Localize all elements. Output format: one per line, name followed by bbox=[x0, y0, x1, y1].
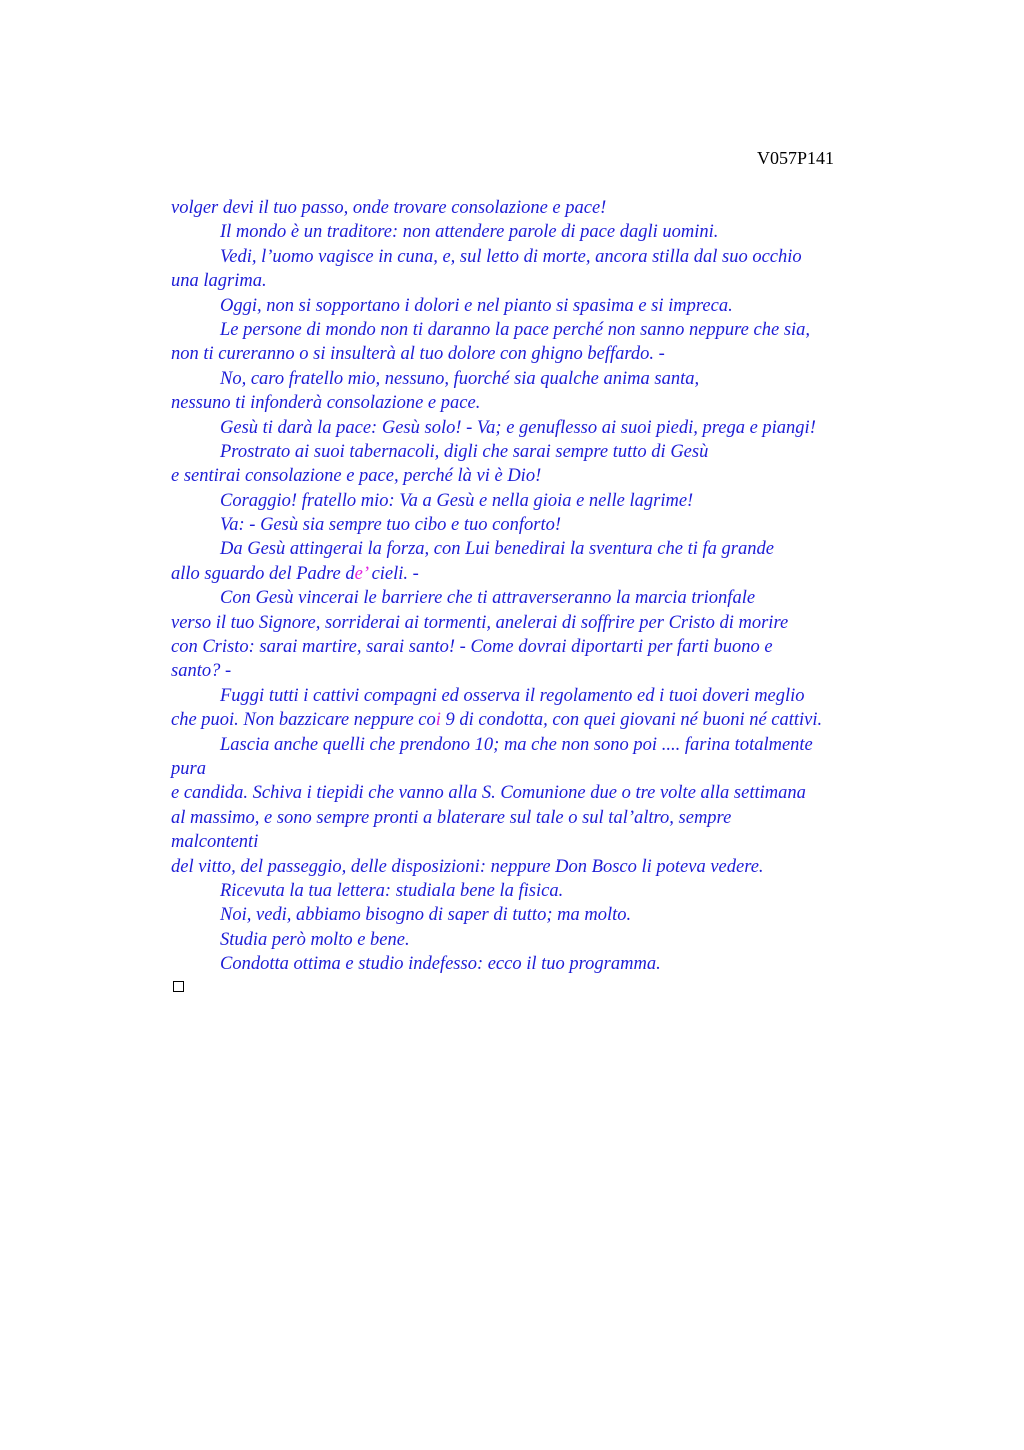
text-line: volger devi il tuo passo, onde trovare consolazione e pace! bbox=[171, 198, 607, 218]
text-line-with-highlight bbox=[171, 708, 911, 732]
text-line: Il mondo è un traditore: non attendere parole di pace dagli uomini. bbox=[220, 222, 719, 243]
text-line: pura bbox=[171, 758, 206, 779]
end-of-text-square-icon bbox=[173, 981, 184, 992]
text-segment: allo sguardo del Padre d bbox=[171, 563, 355, 584]
text-line: Con Gesù vincerai le barriere che ti attraverseranno la marcia trionfale bbox=[220, 588, 756, 609]
letter-text bbox=[171, 196, 911, 977]
text-line: con Cristo: sarai martire, sarai santo! - Come dovrai diportarti per farti buono e bbox=[171, 637, 773, 658]
highlighted-correction: e’ bbox=[354, 563, 367, 584]
text-line: No, caro fratello mio, nessuno, fuorché sia qualche anima santa, bbox=[220, 368, 700, 389]
text-line: al massimo, e sono sempre pronti a blaterare sul tale o sul tal’altro, sempre bbox=[171, 807, 732, 828]
text-line: Ricevuta la tua lettera: studiala bene la fisica. bbox=[220, 880, 564, 901]
text-line: Da Gesù attingerai la forza, con Lui benedirai la sventura che ti fa grande bbox=[220, 539, 774, 560]
text-line: Noi, vedi, abbiamo bisogno di saper di tutto; ma molto. bbox=[220, 905, 632, 926]
text-line: Coraggio! fratello mio: Va a Gesù e nella gioia e nelle lagrime! bbox=[220, 490, 694, 511]
text-line: Fuggi tutti i cattivi compagni ed osserva il regolamento ed i tuoi doveri meglio bbox=[220, 685, 805, 706]
text-line: verso il tuo Signore, sorriderai ai tormenti, anelerai di soffrire per Cristo di morire bbox=[171, 612, 789, 633]
page-identifier: V057P141 bbox=[757, 148, 835, 168]
text-line: Va: - Gesù sia sempre tuo cibo e tuo conforto! bbox=[220, 515, 561, 536]
highlighted-correction: i bbox=[435, 710, 441, 731]
text-line: una lagrima. bbox=[171, 271, 267, 292]
text-line: e candida. Schiva i tiepidi che vanno alla S. Comunione due o tre volte alla settimana bbox=[171, 783, 806, 804]
text-line: Studia però molto e bene. bbox=[220, 929, 410, 950]
text-line: Vedi, l’uomo vagisce in cuna, e, sul letto di morte, ancora stilla dal suo occhio bbox=[220, 246, 802, 267]
text-line: Condotta ottima e studio indefesso: ecco il tuo programma. bbox=[220, 954, 661, 975]
text-line-with-highlight bbox=[171, 562, 911, 586]
text-line: Gesù ti darà la pace: Gesù solo! - Va; e genuflesso ai suoi piedi, prega e piangi! bbox=[220, 417, 816, 438]
text-line: Le persone di mondo non ti daranno la pace perché non sanno neppure che sia, bbox=[220, 319, 811, 340]
text-line: Prostrato ai suoi tabernacoli, digli che sarai sempre tutto di Gesù bbox=[220, 441, 709, 462]
text-segment: che puoi. Non bazzicare neppure co bbox=[171, 710, 436, 731]
text-line: e sentirai consolazione e pace, perché là vi è Dio! bbox=[171, 466, 542, 487]
text-line: santo? - bbox=[171, 661, 232, 682]
text-line: del vitto, del passeggio, delle disposizioni: neppure Don Bosco li poteva vedere. bbox=[171, 856, 764, 877]
text-line: malcontenti bbox=[171, 832, 259, 853]
text-line: Lascia anche quelli che prendono 10; ma che non sono poi .... farina totalmente bbox=[220, 734, 813, 755]
text-line: nessuno ti infonderà consolazione e pace. bbox=[171, 393, 481, 414]
text-segment: cieli. - bbox=[366, 563, 419, 584]
text-segment: 9 di condotta, con quei giovani né buoni né cattivi. bbox=[440, 710, 823, 731]
text-line: non ti cureranno o si insulterà al tuo dolore con ghigno beffardo. - bbox=[171, 344, 665, 365]
text-line: Oggi, non si sopportano i dolori e nel pianto si spasima e si impreca. bbox=[220, 295, 733, 316]
